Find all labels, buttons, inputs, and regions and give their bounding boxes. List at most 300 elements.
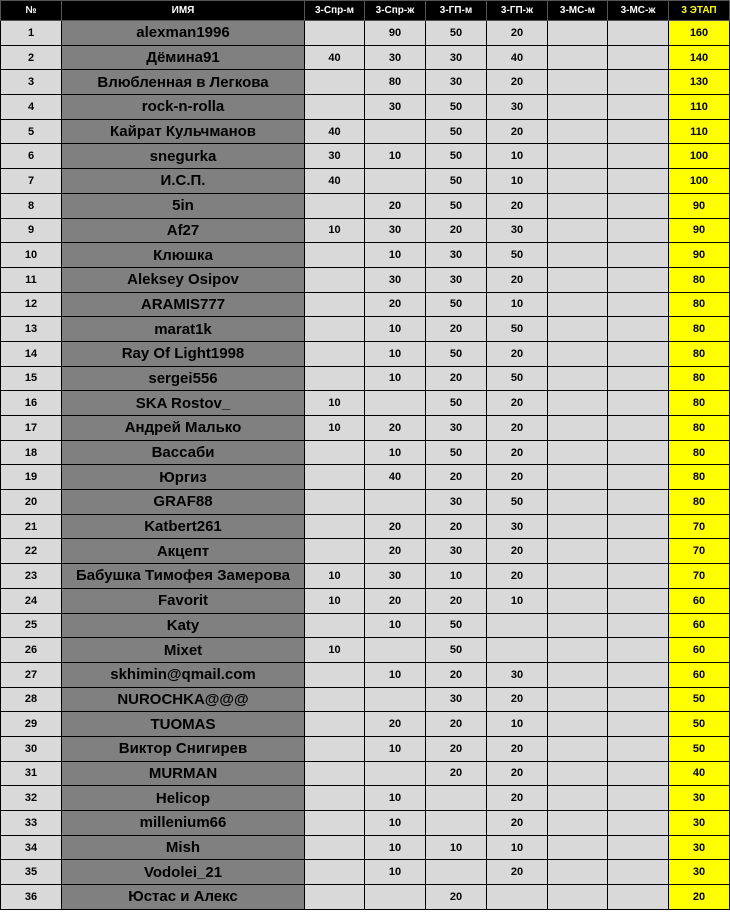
participant-name: Helicop [62, 786, 305, 811]
score-3-spr-zh: 10 [365, 317, 426, 342]
score-3-ms-m [548, 70, 608, 95]
score-3-gp-zh: 20 [487, 21, 548, 46]
stage-total: 50 [669, 712, 730, 737]
stage-total: 60 [669, 638, 730, 663]
table-row [1, 169, 730, 194]
score-3-gp-zh: 20 [487, 761, 548, 786]
score-3-gp-zh: 20 [487, 860, 548, 885]
score-3-ms-zh [608, 539, 669, 564]
score-3-ms-zh [608, 613, 669, 638]
stage-total: 30 [669, 860, 730, 885]
table-row [1, 341, 730, 366]
score-3-ms-zh [608, 885, 669, 910]
score-3-spr-zh [365, 391, 426, 416]
stage-total: 70 [669, 514, 730, 539]
score-3-spr-m [305, 317, 365, 342]
stage-total: 40 [669, 761, 730, 786]
score-3-gp-m: 20 [426, 885, 487, 910]
stage-total: 100 [669, 144, 730, 169]
score-3-gp-zh: 20 [487, 539, 548, 564]
table-row [1, 885, 730, 910]
stage-total: 70 [669, 539, 730, 564]
table-row [1, 218, 730, 243]
stage-total: 30 [669, 786, 730, 811]
score-3-gp-m: 20 [426, 662, 487, 687]
participant-name: Клюшка [62, 243, 305, 268]
stage-total: 60 [669, 662, 730, 687]
participant-name: snegurka [62, 144, 305, 169]
score-3-ms-m [548, 391, 608, 416]
score-3-ms-zh [608, 588, 669, 613]
score-3-ms-zh [608, 267, 669, 292]
score-3-ms-m [548, 341, 608, 366]
participant-name: Виктор Снигирев [62, 736, 305, 761]
score-3-ms-m [548, 885, 608, 910]
score-3-ms-m [548, 811, 608, 836]
row-number: 16 [1, 391, 62, 416]
score-3-spr-zh [365, 885, 426, 910]
row-number: 29 [1, 712, 62, 737]
row-number: 33 [1, 811, 62, 836]
table-row [1, 144, 730, 169]
score-3-gp-zh: 10 [487, 712, 548, 737]
score-3-gp-zh: 30 [487, 95, 548, 120]
table-row [1, 243, 730, 268]
score-3-ms-zh [608, 514, 669, 539]
score-3-spr-zh [365, 490, 426, 515]
score-3-ms-m [548, 21, 608, 46]
score-3-spr-m: 30 [305, 144, 365, 169]
row-number: 2 [1, 45, 62, 70]
header-3-ms-m: 3-МС-м [548, 1, 608, 21]
participant-name: MURMAN [62, 761, 305, 786]
score-3-ms-zh [608, 811, 669, 836]
score-3-gp-zh: 30 [487, 514, 548, 539]
score-3-gp-zh: 20 [487, 416, 548, 441]
score-3-spr-m [305, 267, 365, 292]
row-number: 28 [1, 687, 62, 712]
row-number: 13 [1, 317, 62, 342]
participant-name: skhimin@qmail.com [62, 662, 305, 687]
score-3-gp-m: 10 [426, 835, 487, 860]
row-number: 1 [1, 21, 62, 46]
score-3-spr-m [305, 860, 365, 885]
score-3-ms-m [548, 45, 608, 70]
score-3-spr-zh: 80 [365, 70, 426, 95]
score-3-gp-m: 20 [426, 514, 487, 539]
score-3-ms-zh [608, 416, 669, 441]
score-3-ms-m [548, 95, 608, 120]
score-3-ms-zh [608, 786, 669, 811]
score-3-gp-m: 30 [426, 243, 487, 268]
score-3-gp-zh: 20 [487, 119, 548, 144]
score-3-spr-m [305, 835, 365, 860]
score-3-ms-m [548, 564, 608, 589]
table-row [1, 761, 730, 786]
score-3-ms-m [548, 712, 608, 737]
score-3-gp-zh: 30 [487, 662, 548, 687]
row-number: 18 [1, 440, 62, 465]
score-3-gp-m: 20 [426, 366, 487, 391]
score-3-spr-m [305, 687, 365, 712]
score-3-spr-zh [365, 119, 426, 144]
table-row [1, 835, 730, 860]
row-number: 20 [1, 490, 62, 515]
row-number: 24 [1, 588, 62, 613]
score-3-spr-zh: 90 [365, 21, 426, 46]
score-3-gp-zh [487, 885, 548, 910]
score-3-ms-m [548, 416, 608, 441]
stage-total: 80 [669, 465, 730, 490]
participant-name: Юргиз [62, 465, 305, 490]
stage-total: 70 [669, 564, 730, 589]
score-3-spr-m [305, 366, 365, 391]
score-3-ms-zh [608, 712, 669, 737]
header-3-gp-m: 3-ГП-м [426, 1, 487, 21]
score-3-gp-zh: 50 [487, 243, 548, 268]
score-3-ms-zh [608, 366, 669, 391]
stage-total: 80 [669, 341, 730, 366]
stage-total: 110 [669, 119, 730, 144]
score-3-spr-zh [365, 687, 426, 712]
stage-total: 80 [669, 366, 730, 391]
score-3-gp-zh: 20 [487, 811, 548, 836]
table-row [1, 860, 730, 885]
score-3-spr-m: 10 [305, 218, 365, 243]
score-3-gp-zh: 20 [487, 440, 548, 465]
stage-total: 140 [669, 45, 730, 70]
score-3-gp-zh: 20 [487, 465, 548, 490]
score-3-spr-m [305, 95, 365, 120]
score-3-spr-zh [365, 169, 426, 194]
score-3-gp-m: 50 [426, 193, 487, 218]
table-row [1, 95, 730, 120]
score-3-spr-zh: 20 [365, 712, 426, 737]
row-number: 9 [1, 218, 62, 243]
score-3-ms-zh [608, 835, 669, 860]
score-3-gp-zh [487, 613, 548, 638]
table-row [1, 440, 730, 465]
table-row [1, 588, 730, 613]
score-3-spr-m [305, 539, 365, 564]
stage-total: 80 [669, 416, 730, 441]
score-3-gp-zh: 20 [487, 564, 548, 589]
score-3-gp-zh: 20 [487, 391, 548, 416]
header-3-spr-m: 3-Спр-м [305, 1, 365, 21]
score-3-spr-m [305, 70, 365, 95]
score-3-gp-m: 50 [426, 292, 487, 317]
score-3-spr-m [305, 712, 365, 737]
score-3-ms-zh [608, 662, 669, 687]
row-number: 36 [1, 885, 62, 910]
score-3-gp-zh: 20 [487, 736, 548, 761]
score-3-spr-zh: 30 [365, 45, 426, 70]
score-3-spr-zh [365, 638, 426, 663]
score-3-spr-m [305, 292, 365, 317]
score-3-gp-zh: 10 [487, 169, 548, 194]
score-3-spr-zh: 10 [365, 736, 426, 761]
score-3-spr-m [305, 885, 365, 910]
stage-total: 90 [669, 243, 730, 268]
table-row [1, 712, 730, 737]
participant-name: Влюбленная в Легкова [62, 70, 305, 95]
score-3-gp-m: 30 [426, 45, 487, 70]
participant-name: И.С.П. [62, 169, 305, 194]
header-3-gp-zh: 3-ГП-ж [487, 1, 548, 21]
row-number: 7 [1, 169, 62, 194]
score-3-ms-m [548, 317, 608, 342]
score-3-spr-m [305, 440, 365, 465]
row-number: 14 [1, 341, 62, 366]
score-3-spr-zh: 30 [365, 95, 426, 120]
score-3-ms-m [548, 490, 608, 515]
participant-name: millenium66 [62, 811, 305, 836]
score-3-gp-m: 50 [426, 95, 487, 120]
row-number: 4 [1, 95, 62, 120]
score-3-ms-m [548, 292, 608, 317]
score-3-ms-zh [608, 490, 669, 515]
stage-total: 90 [669, 193, 730, 218]
participant-name: Юстас и Алекс [62, 885, 305, 910]
row-number: 6 [1, 144, 62, 169]
score-3-ms-zh [608, 169, 669, 194]
score-3-ms-m [548, 243, 608, 268]
participant-name: Ray Of Light1998 [62, 341, 305, 366]
score-3-spr-m: 10 [305, 564, 365, 589]
stage-total: 80 [669, 317, 730, 342]
score-3-gp-m: 50 [426, 341, 487, 366]
score-3-ms-m [548, 761, 608, 786]
row-number: 23 [1, 564, 62, 589]
score-3-spr-m: 40 [305, 45, 365, 70]
table-row [1, 514, 730, 539]
score-3-gp-m: 20 [426, 465, 487, 490]
stage-total: 130 [669, 70, 730, 95]
score-3-spr-m [305, 761, 365, 786]
score-3-spr-m [305, 662, 365, 687]
table-row [1, 317, 730, 342]
score-3-spr-m [305, 243, 365, 268]
score-3-ms-m [548, 687, 608, 712]
stage-total: 80 [669, 267, 730, 292]
score-3-gp-m: 10 [426, 564, 487, 589]
score-3-ms-m [548, 465, 608, 490]
participant-name: SKA Rostov_ [62, 391, 305, 416]
score-3-ms-zh [608, 638, 669, 663]
score-3-gp-m: 50 [426, 440, 487, 465]
table-row [1, 292, 730, 317]
score-3-gp-m: 50 [426, 21, 487, 46]
row-number: 5 [1, 119, 62, 144]
score-3-gp-m: 50 [426, 119, 487, 144]
score-3-ms-zh [608, 45, 669, 70]
score-3-ms-zh [608, 341, 669, 366]
score-3-gp-m: 20 [426, 588, 487, 613]
score-3-ms-m [548, 218, 608, 243]
table-row [1, 564, 730, 589]
score-3-spr-zh: 40 [365, 465, 426, 490]
score-3-spr-m [305, 811, 365, 836]
stage-total: 80 [669, 292, 730, 317]
score-3-gp-zh: 20 [487, 70, 548, 95]
score-3-gp-m: 30 [426, 490, 487, 515]
score-3-spr-zh: 10 [365, 613, 426, 638]
score-3-spr-zh: 20 [365, 588, 426, 613]
stage-total: 110 [669, 95, 730, 120]
score-3-spr-zh: 20 [365, 292, 426, 317]
score-3-spr-zh: 20 [365, 539, 426, 564]
table-row [1, 465, 730, 490]
score-3-gp-zh: 50 [487, 317, 548, 342]
participant-name: Андрей Малько [62, 416, 305, 441]
score-3-ms-zh [608, 144, 669, 169]
row-number: 17 [1, 416, 62, 441]
participant-name: Favorit [62, 588, 305, 613]
score-3-gp-m: 50 [426, 638, 487, 663]
score-3-gp-m: 30 [426, 70, 487, 95]
score-3-ms-m [548, 638, 608, 663]
score-3-spr-m [305, 490, 365, 515]
header-row [1, 1, 730, 21]
score-3-ms-m [548, 366, 608, 391]
score-3-gp-m: 30 [426, 267, 487, 292]
row-number: 26 [1, 638, 62, 663]
table-row [1, 687, 730, 712]
score-3-ms-m [548, 736, 608, 761]
participant-name: Mish [62, 835, 305, 860]
score-3-spr-m: 10 [305, 638, 365, 663]
participant-name: Mixet [62, 638, 305, 663]
score-3-spr-m: 10 [305, 416, 365, 441]
score-3-ms-zh [608, 243, 669, 268]
stage-total: 30 [669, 835, 730, 860]
score-3-ms-m [548, 119, 608, 144]
stage-total: 80 [669, 440, 730, 465]
score-3-gp-zh: 20 [487, 341, 548, 366]
score-3-ms-m [548, 835, 608, 860]
participant-name: Акцепт [62, 539, 305, 564]
participant-name: rock-n-rolla [62, 95, 305, 120]
score-3-gp-m: 50 [426, 169, 487, 194]
score-3-ms-m [548, 588, 608, 613]
table-row [1, 736, 730, 761]
score-3-ms-m [548, 169, 608, 194]
header-3-spr-zh: 3-Спр-ж [365, 1, 426, 21]
row-number: 11 [1, 267, 62, 292]
score-3-gp-zh: 10 [487, 835, 548, 860]
table-row [1, 267, 730, 292]
row-number: 12 [1, 292, 62, 317]
table-row [1, 416, 730, 441]
score-3-gp-m: 30 [426, 687, 487, 712]
participant-name: Дёмина91 [62, 45, 305, 70]
stage-total: 60 [669, 613, 730, 638]
score-3-gp-zh [487, 638, 548, 663]
score-3-gp-m: 20 [426, 712, 487, 737]
participant-name: ARAMIS777 [62, 292, 305, 317]
stage-total: 30 [669, 811, 730, 836]
score-3-spr-m [305, 193, 365, 218]
score-3-spr-zh: 10 [365, 144, 426, 169]
score-3-ms-zh [608, 119, 669, 144]
table-row [1, 391, 730, 416]
table-row [1, 366, 730, 391]
score-3-ms-zh [608, 95, 669, 120]
stage-total: 80 [669, 391, 730, 416]
score-3-spr-m: 40 [305, 169, 365, 194]
score-3-spr-m: 10 [305, 391, 365, 416]
score-3-ms-zh [608, 465, 669, 490]
table-row [1, 662, 730, 687]
stage-total: 90 [669, 218, 730, 243]
participant-name: GRAF88 [62, 490, 305, 515]
row-number: 31 [1, 761, 62, 786]
score-3-gp-zh: 50 [487, 366, 548, 391]
score-3-ms-zh [608, 761, 669, 786]
row-number: 27 [1, 662, 62, 687]
score-3-spr-zh: 10 [365, 366, 426, 391]
header-name: ИМЯ [62, 1, 305, 21]
score-3-gp-m [426, 786, 487, 811]
table-row [1, 539, 730, 564]
participant-name: 5in [62, 193, 305, 218]
row-number: 32 [1, 786, 62, 811]
score-3-ms-zh [608, 70, 669, 95]
score-3-spr-zh: 20 [365, 416, 426, 441]
score-3-gp-m: 30 [426, 416, 487, 441]
row-number: 21 [1, 514, 62, 539]
score-3-ms-m [548, 662, 608, 687]
participant-name: Vodolei_21 [62, 860, 305, 885]
row-number: 22 [1, 539, 62, 564]
table-row [1, 811, 730, 836]
row-number: 34 [1, 835, 62, 860]
score-3-spr-zh [365, 761, 426, 786]
score-3-gp-m: 20 [426, 218, 487, 243]
row-number: 25 [1, 613, 62, 638]
score-3-gp-zh: 20 [487, 786, 548, 811]
participant-name: Katy [62, 613, 305, 638]
score-3-spr-zh: 30 [365, 267, 426, 292]
participant-name: alexman1996 [62, 21, 305, 46]
score-3-spr-zh: 10 [365, 662, 426, 687]
score-3-ms-zh [608, 218, 669, 243]
score-3-ms-m [548, 860, 608, 885]
participant-name: sergei556 [62, 366, 305, 391]
score-3-gp-m: 50 [426, 391, 487, 416]
participant-name: Katbert261 [62, 514, 305, 539]
row-number: 35 [1, 860, 62, 885]
score-3-ms-zh [608, 440, 669, 465]
stage-total: 20 [669, 885, 730, 910]
score-3-ms-m [548, 613, 608, 638]
score-3-gp-m [426, 811, 487, 836]
score-3-ms-m [548, 440, 608, 465]
score-3-spr-m [305, 465, 365, 490]
score-3-spr-m [305, 514, 365, 539]
score-3-spr-m [305, 736, 365, 761]
table-row [1, 193, 730, 218]
score-3-gp-m: 50 [426, 613, 487, 638]
score-3-spr-m [305, 341, 365, 366]
score-3-ms-zh [608, 687, 669, 712]
score-3-spr-zh: 20 [365, 514, 426, 539]
table-row [1, 70, 730, 95]
row-number: 19 [1, 465, 62, 490]
score-3-ms-m [548, 539, 608, 564]
score-3-spr-m [305, 786, 365, 811]
score-3-ms-zh [608, 317, 669, 342]
